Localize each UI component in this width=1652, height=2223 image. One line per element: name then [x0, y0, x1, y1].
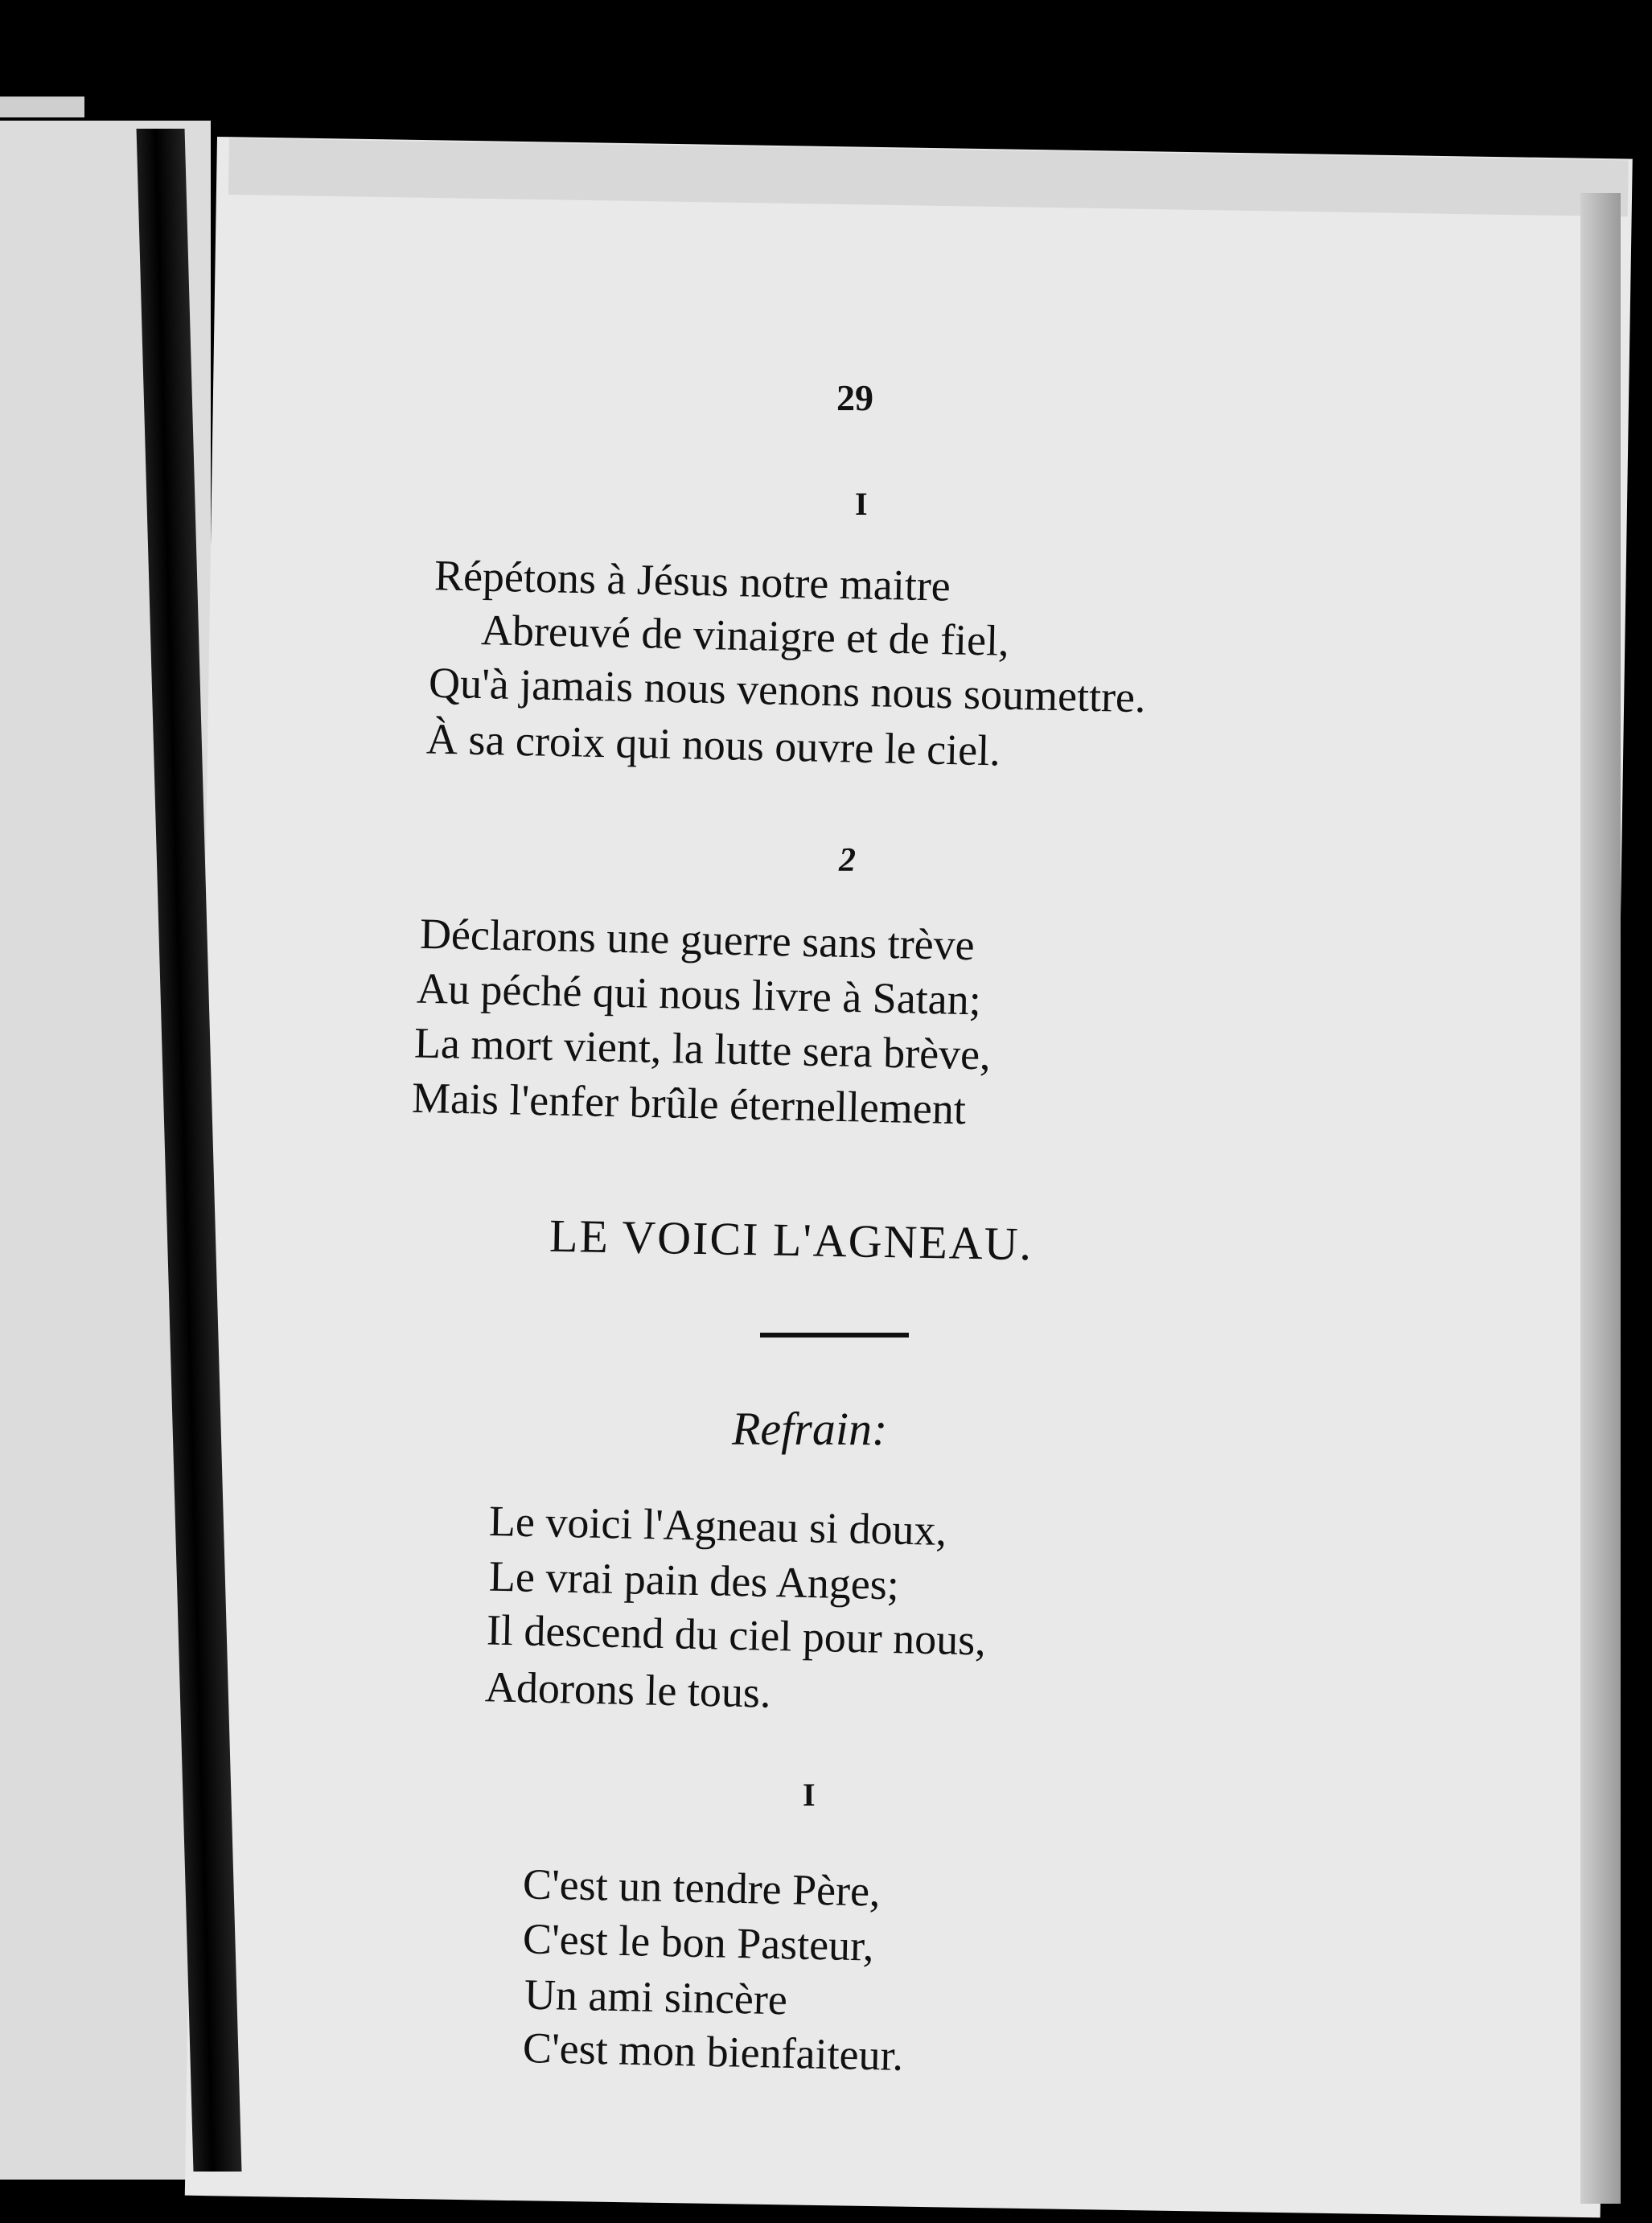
- hymn-title: LE VOICI L'AGNEAU.: [549, 1209, 1034, 1271]
- verse-line: Mais l'enfer brûle éternellement: [411, 1073, 967, 1134]
- verse-line: Déclarons une guerre sans trève: [419, 909, 976, 970]
- refrain-line: Le voici l'Agneau si doux,: [488, 1497, 947, 1555]
- verse-line: C'est mon bienfaiteur.: [522, 2024, 904, 2080]
- verse-line: Répétons à Jésus notre maitre: [434, 551, 951, 610]
- refrain-line: Adorons le tous.: [484, 1662, 772, 1717]
- page-number: 29: [836, 377, 873, 418]
- stanza-number: I: [803, 1777, 816, 1813]
- title-rule: [760, 1333, 909, 1337]
- stanza-number: I: [855, 486, 868, 522]
- refrain-label: Refrain:: [732, 1403, 888, 1455]
- verse-line: La mort vient, la lutte sera brève,: [413, 1018, 992, 1079]
- verse-line: Au péché qui nous livre à Satan;: [416, 964, 982, 1025]
- refrain-line: Il descend du ciel pour nous,: [486, 1605, 987, 1665]
- verse-line: C'est un tendre Père,: [522, 1859, 881, 1916]
- stanza-number: 2: [839, 842, 856, 879]
- verse-line: Un ami sincère: [524, 1970, 788, 2024]
- verse-line: À sa croix qui nous ouvre le ciel.: [425, 714, 1001, 775]
- verse-line: Qu'à jamais nous venons nous soumettre.: [428, 658, 1147, 722]
- verse-line: Abreuvé de vinaigre et de fiel,: [480, 606, 1010, 665]
- refrain-line: Le vrai pain des Anges;: [488, 1551, 900, 1609]
- verse-line: C'est le bon Pasteur,: [522, 1914, 875, 1970]
